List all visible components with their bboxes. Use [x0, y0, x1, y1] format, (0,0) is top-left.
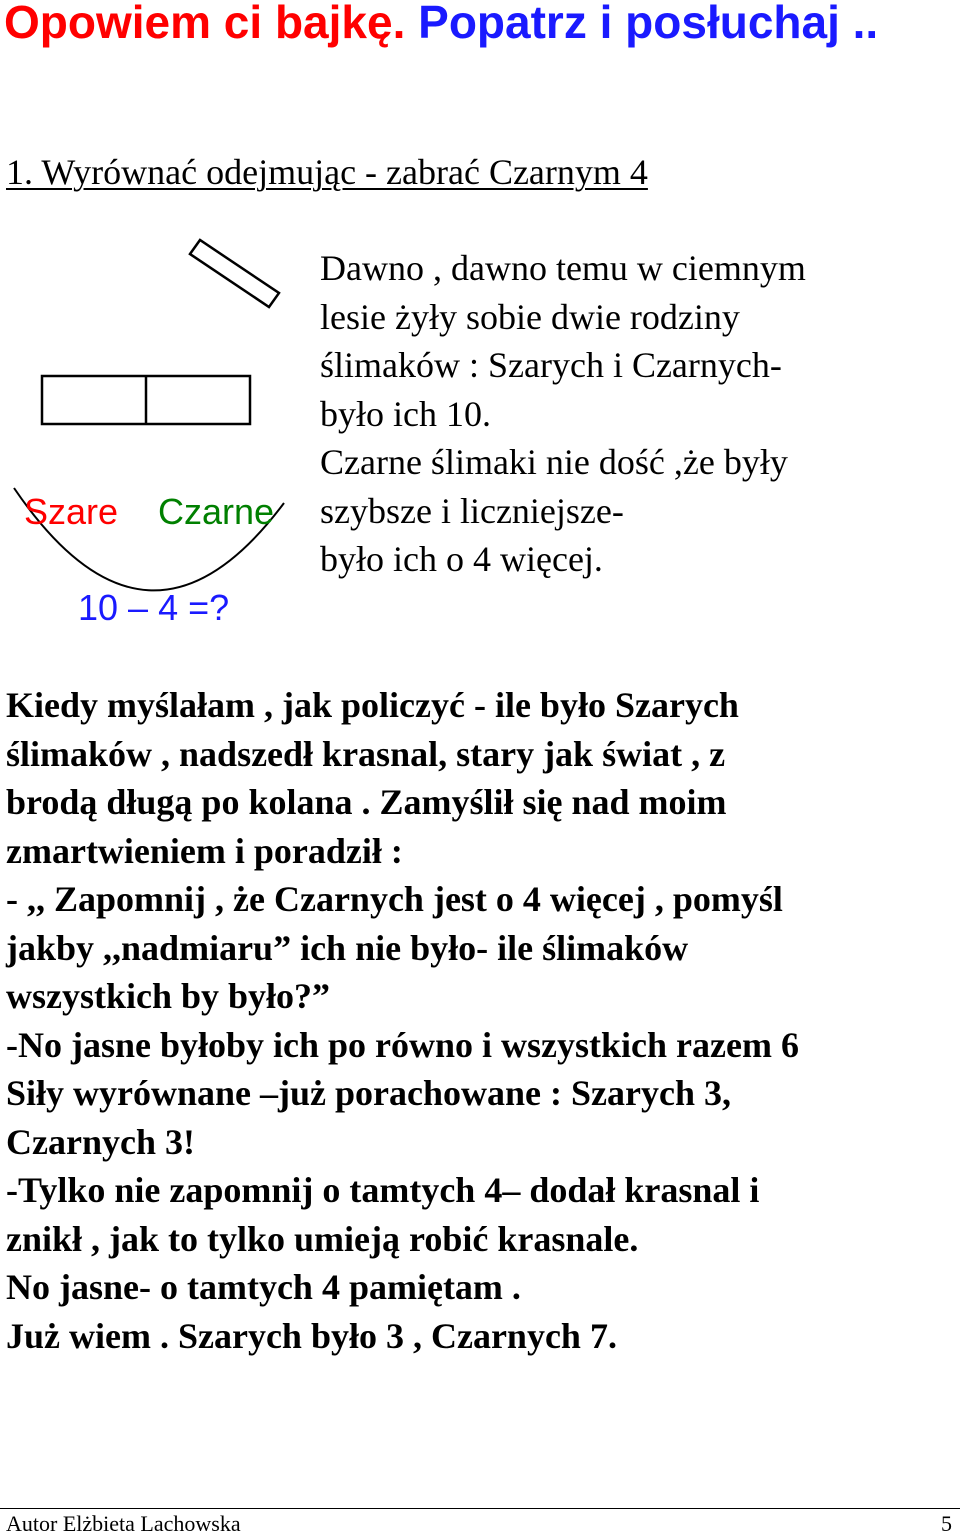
body-line: wszystkich by było?” [6, 976, 331, 1016]
body-line: Kiedy myślałam , jak policzyć - ile było Szarych [6, 685, 739, 725]
snail-diagram [0, 230, 320, 650]
exercise-heading: 1. Wyrównać odejmując - zabrać Czarnym 4 [6, 152, 648, 192]
page-footer [0, 1508, 960, 1536]
body-line: jakby ,,nadmiaru” ich nie było- ile ślimaków [6, 927, 689, 968]
footer-author: Autor Elżbieta Lachowska [6, 1511, 241, 1536]
body-line: ślimaków , nadszedł krasnal, stary jak świat , z [6, 733, 726, 774]
page-title [4, 0, 878, 50]
title-part-blue: Popatrz i posłuchaj .. [418, 0, 879, 48]
two-part-rectangle [42, 376, 250, 424]
body-line: -No jasne byłoby ich po równo i wszystkich razem 6 [6, 1024, 799, 1065]
story-line: lesie żyły sobie dwie rodziny [320, 296, 740, 337]
story-intro [320, 244, 806, 584]
page-number: 5 [941, 1511, 952, 1536]
body-line: Już wiem . Szarych było 3 , Czarnych 7. [6, 1315, 617, 1356]
story-line: ślimaków : Szarych i Czarnych- [320, 345, 782, 385]
body-line: -Tylko nie zapomnij o tamtych 4– dodał krasnal i [6, 1170, 760, 1210]
body-line: zmartwieniem i poradził : [6, 830, 403, 871]
story-line: szybsze i liczniejsze- [320, 490, 624, 531]
black-snails-label: Czarne [158, 491, 275, 532]
story-line: było ich o 4 więcej. [320, 539, 603, 579]
body-line: No jasne- o tamtych 4 pamiętam . [6, 1267, 521, 1307]
body-line: brodą długą po kolana . Zamyślił się nad moim [6, 782, 727, 822]
body-line: - ,, Zapomnij , że Czarnych jest o 4 więcej , pomyśl [6, 879, 783, 919]
equation-text: 10 – 4 =? [78, 587, 230, 628]
story-body [6, 681, 956, 1360]
removed-bar-shape [190, 240, 279, 307]
story-line: było ich 10. [320, 393, 491, 434]
body-line: znikł , jak to tylko umieją robić krasnale. [6, 1218, 639, 1259]
body-line: Czarnych 3! [6, 1121, 195, 1162]
body-line: Siły wyrównane –już porachowane : Szarych 3, [6, 1073, 731, 1113]
title-part-red: Opowiem ci bajkę. [4, 0, 406, 48]
story-line: Dawno , dawno temu w ciemnym [320, 248, 806, 288]
gray-snails-label: Szare [24, 491, 119, 532]
story-line: Czarne ślimaki nie dość ,że były [320, 442, 788, 482]
